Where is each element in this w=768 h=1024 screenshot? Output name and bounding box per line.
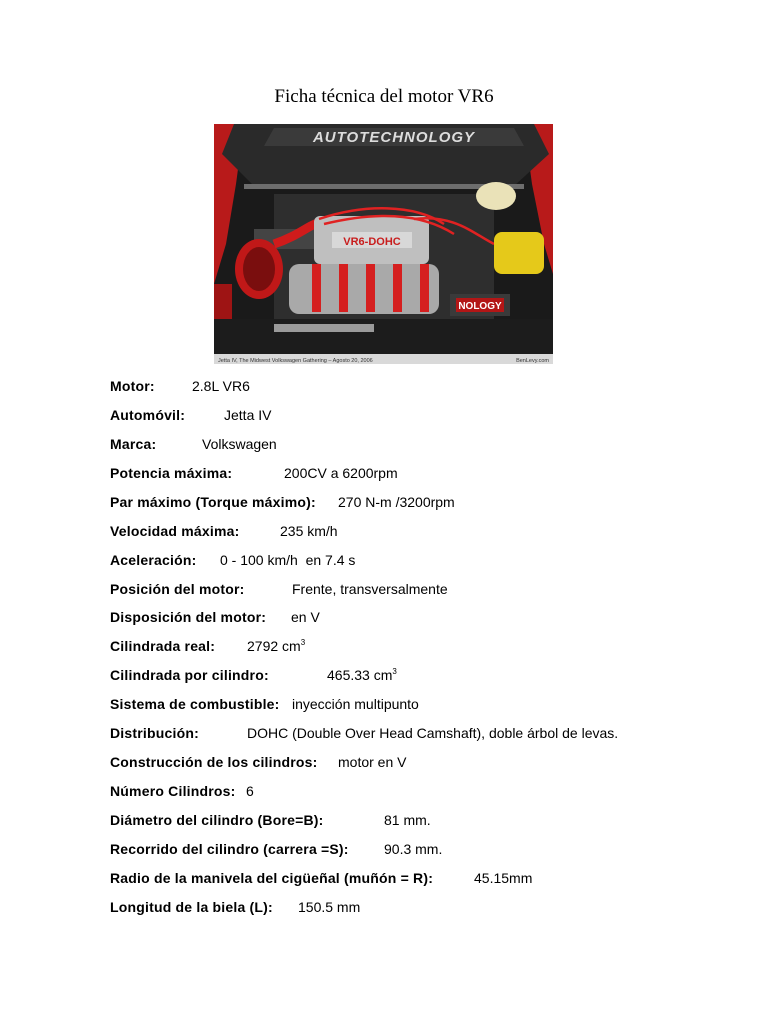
cover-text: VR6-DOHC	[343, 236, 401, 248]
spec-value: 2.8L VR6	[192, 378, 250, 394]
spec-value: motor en V	[338, 754, 407, 770]
spec-label: Motor:	[110, 378, 155, 394]
photo-caption-right: BenLevy.com	[516, 358, 549, 364]
plate-text: NOLOGY	[458, 301, 502, 312]
spec-row-marca	[110, 435, 277, 453]
spec-row-par	[110, 493, 455, 511]
spec-row-disposicion	[110, 608, 320, 626]
spec-value: 150.5 mm	[298, 899, 361, 915]
spec-row-numero-cilindros	[110, 782, 254, 800]
spec-value: en V	[291, 609, 320, 625]
spec-label: Velocidad máxima:	[110, 523, 240, 539]
spec-value: DOHC (Double Over Head Camshaft), doble árbol de levas.	[247, 725, 619, 741]
photo-caption-left: Jetta IV, The Midwest Volkswagen Gathering – Agosto 20, 2006	[218, 358, 373, 364]
spec-label: Distribución:	[110, 725, 199, 741]
spec-value: Frente, transversalmente	[292, 581, 448, 597]
engine-photo	[214, 124, 553, 364]
spec-value: 235 km/h	[280, 523, 338, 539]
spec-label: Posición del motor:	[110, 581, 245, 597]
spec-label: Cilindrada por cilindro:	[110, 667, 269, 683]
spec-row-automovil	[110, 406, 272, 424]
spec-row-cilindrada-real	[110, 637, 306, 655]
spec-value: 81 mm.	[384, 812, 431, 828]
spec-row-construccion	[110, 753, 407, 771]
spec-row-radio-manivela	[110, 869, 533, 887]
spec-row-distribucion	[110, 724, 619, 742]
spec-row-motor	[110, 377, 250, 395]
document-title: Ficha técnica del motor VR6	[274, 86, 494, 107]
spec-label: Radio de la manivela del cigüeñal (muñón = R):	[110, 870, 434, 886]
spec-row-diametro	[110, 811, 431, 829]
spec-label: Disposición del motor:	[110, 609, 267, 625]
spec-row-cilindrada-cilindro	[110, 666, 397, 684]
spec-value: 465.33 cm	[327, 667, 393, 683]
spec-row-combustible	[110, 695, 419, 713]
spec-label: Construcción de los cilindros:	[110, 754, 318, 770]
spec-row-posicion	[110, 580, 448, 598]
spec-value: 45.15mm	[474, 870, 533, 886]
spec-row-longitud-biela	[110, 898, 361, 916]
spec-row-recorrido	[110, 840, 443, 858]
spec-label: Cilindrada real:	[110, 638, 216, 654]
spec-value: 90.3 mm.	[384, 841, 443, 857]
spec-label: Marca:	[110, 436, 157, 452]
spec-label: Potencia máxima:	[110, 465, 233, 481]
spec-value: 6	[246, 783, 254, 799]
spec-label: Diámetro del cilindro (Bore=B):	[110, 812, 324, 828]
hood-text: AUTOTECHNOLOGY	[312, 129, 476, 146]
spec-label: Aceleración:	[110, 552, 197, 568]
spec-label: Número Cilindros:	[110, 783, 236, 799]
spec-value-wrap	[327, 666, 397, 684]
spec-row-potencia	[110, 464, 398, 482]
engine-photo-image	[214, 124, 553, 364]
spec-value: Volkswagen	[202, 436, 277, 452]
spec-value: 2792 cm	[247, 638, 301, 654]
spec-value: 270 N-m /3200rpm	[338, 494, 455, 510]
spec-label: Recorrido del cilindro (carrera =S):	[110, 841, 349, 857]
spec-value: inyección multipunto	[292, 696, 419, 712]
spec-label: Sistema de combustible:	[110, 696, 280, 712]
spec-value: 0 - 100 km/h en 7.4 s	[220, 552, 356, 568]
spec-value: 200CV a 6200rpm	[284, 465, 398, 481]
spec-label: Longitud de la biela (L):	[110, 899, 273, 915]
spec-label: Par máximo (Torque máximo):	[110, 494, 316, 510]
spec-superscript: 3	[392, 667, 397, 676]
spec-row-velocidad	[110, 522, 338, 540]
spec-value-wrap	[247, 637, 305, 655]
spec-label: Automóvil:	[110, 407, 186, 423]
spec-row-aceleracion	[110, 551, 356, 569]
spec-value: Jetta IV	[224, 407, 272, 423]
spec-superscript: 3	[300, 638, 306, 647]
